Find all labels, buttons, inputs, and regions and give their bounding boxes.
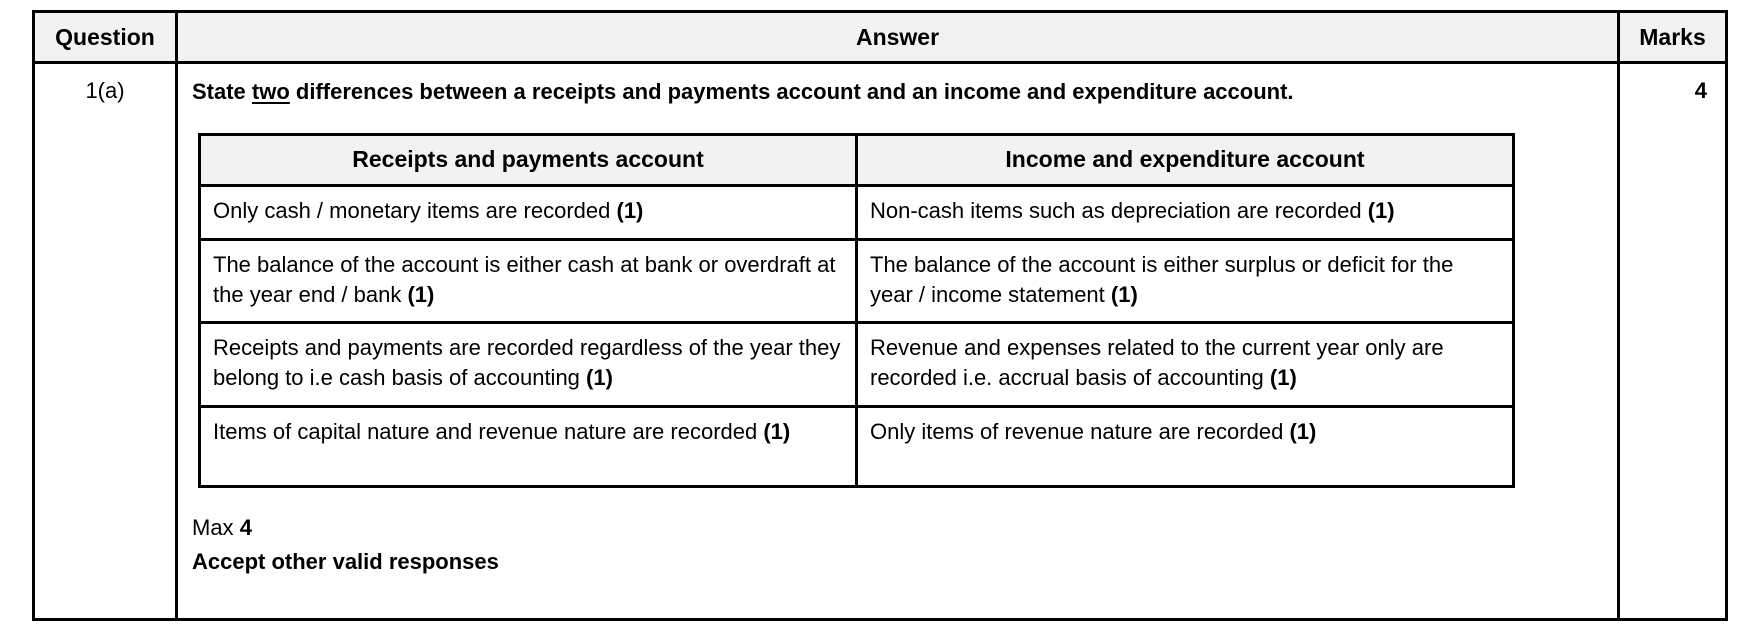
comparison-cell-right — [857, 185, 1514, 239]
comparison-cell-right — [857, 239, 1514, 323]
comparison-cell-right — [857, 407, 1514, 487]
comparison-table — [198, 133, 1515, 489]
question-prompt — [192, 78, 1601, 107]
cell-text: Only items of revenue nature are recorded — [870, 419, 1290, 445]
answer-column-header: Answer — [177, 12, 1619, 63]
max-value: 4 — [239, 515, 252, 541]
prompt-underlined-word: two — [251, 79, 290, 104]
comparison-header-row — [200, 134, 1514, 185]
mark-point: (1) — [1110, 281, 1138, 307]
cell-text: The balance of the account is either surplus or deficit for the year / income statement — [870, 251, 1454, 307]
marks-value: 4 — [1619, 63, 1727, 620]
mark-point: (1) — [586, 365, 613, 391]
prompt-text-after: differences between a receipts and payments account and an income and expenditure account. — [289, 79, 1294, 104]
cell-text: Revenue and expenses related to the current year only are recorded i.e. accrual basis of accounting — [870, 335, 1444, 391]
mark-point: (1) — [1367, 197, 1395, 223]
question-number: 1(a) — [34, 63, 177, 620]
comparison-cell-left — [200, 185, 857, 239]
mark-point: (1) — [616, 197, 644, 223]
max-label: Max — [192, 515, 240, 541]
header-row — [34, 12, 1727, 63]
mark-point: (1) — [763, 419, 791, 445]
prompt-text-before: State — [192, 79, 252, 104]
comparison-row — [200, 323, 1514, 407]
receipts-payments-column-header: Receipts and payments account — [200, 134, 857, 185]
comparison-row — [200, 407, 1514, 487]
answer-cell — [177, 63, 1619, 620]
cell-text: The balance of the account is either cash at bank or overdraft at the year end / bank — [213, 251, 836, 307]
marks-column-header: Marks — [1619, 12, 1727, 63]
mark-point: (1) — [1269, 365, 1297, 391]
cell-text: Non-cash items such as depreciation are recorded — [870, 197, 1368, 223]
question-column-header: Question — [34, 12, 177, 63]
comparison-cell-right — [857, 323, 1514, 407]
mark-point: (1) — [1289, 419, 1317, 445]
cell-text: Only cash / monetary items are recorded — [213, 197, 617, 223]
cell-text: Receipts and payments are recorded regardless of the year they belong to i.e cash basis of accounting — [213, 335, 841, 391]
answer-row — [34, 63, 1727, 620]
income-expenditure-column-header: Income and expenditure account — [857, 134, 1514, 185]
mark-point: (1) — [407, 281, 435, 307]
max-marks-note — [192, 514, 1601, 543]
comparison-cell-left — [200, 323, 857, 407]
comparison-cell-left — [200, 407, 857, 487]
comparison-row — [200, 185, 1514, 239]
mark-scheme-table — [32, 10, 1728, 621]
cell-text: Items of capital nature and revenue nature are recorded — [213, 419, 764, 445]
accept-responses-note: Accept other valid responses — [192, 548, 499, 574]
comparison-row — [200, 239, 1514, 323]
comparison-cell-left — [200, 239, 857, 323]
